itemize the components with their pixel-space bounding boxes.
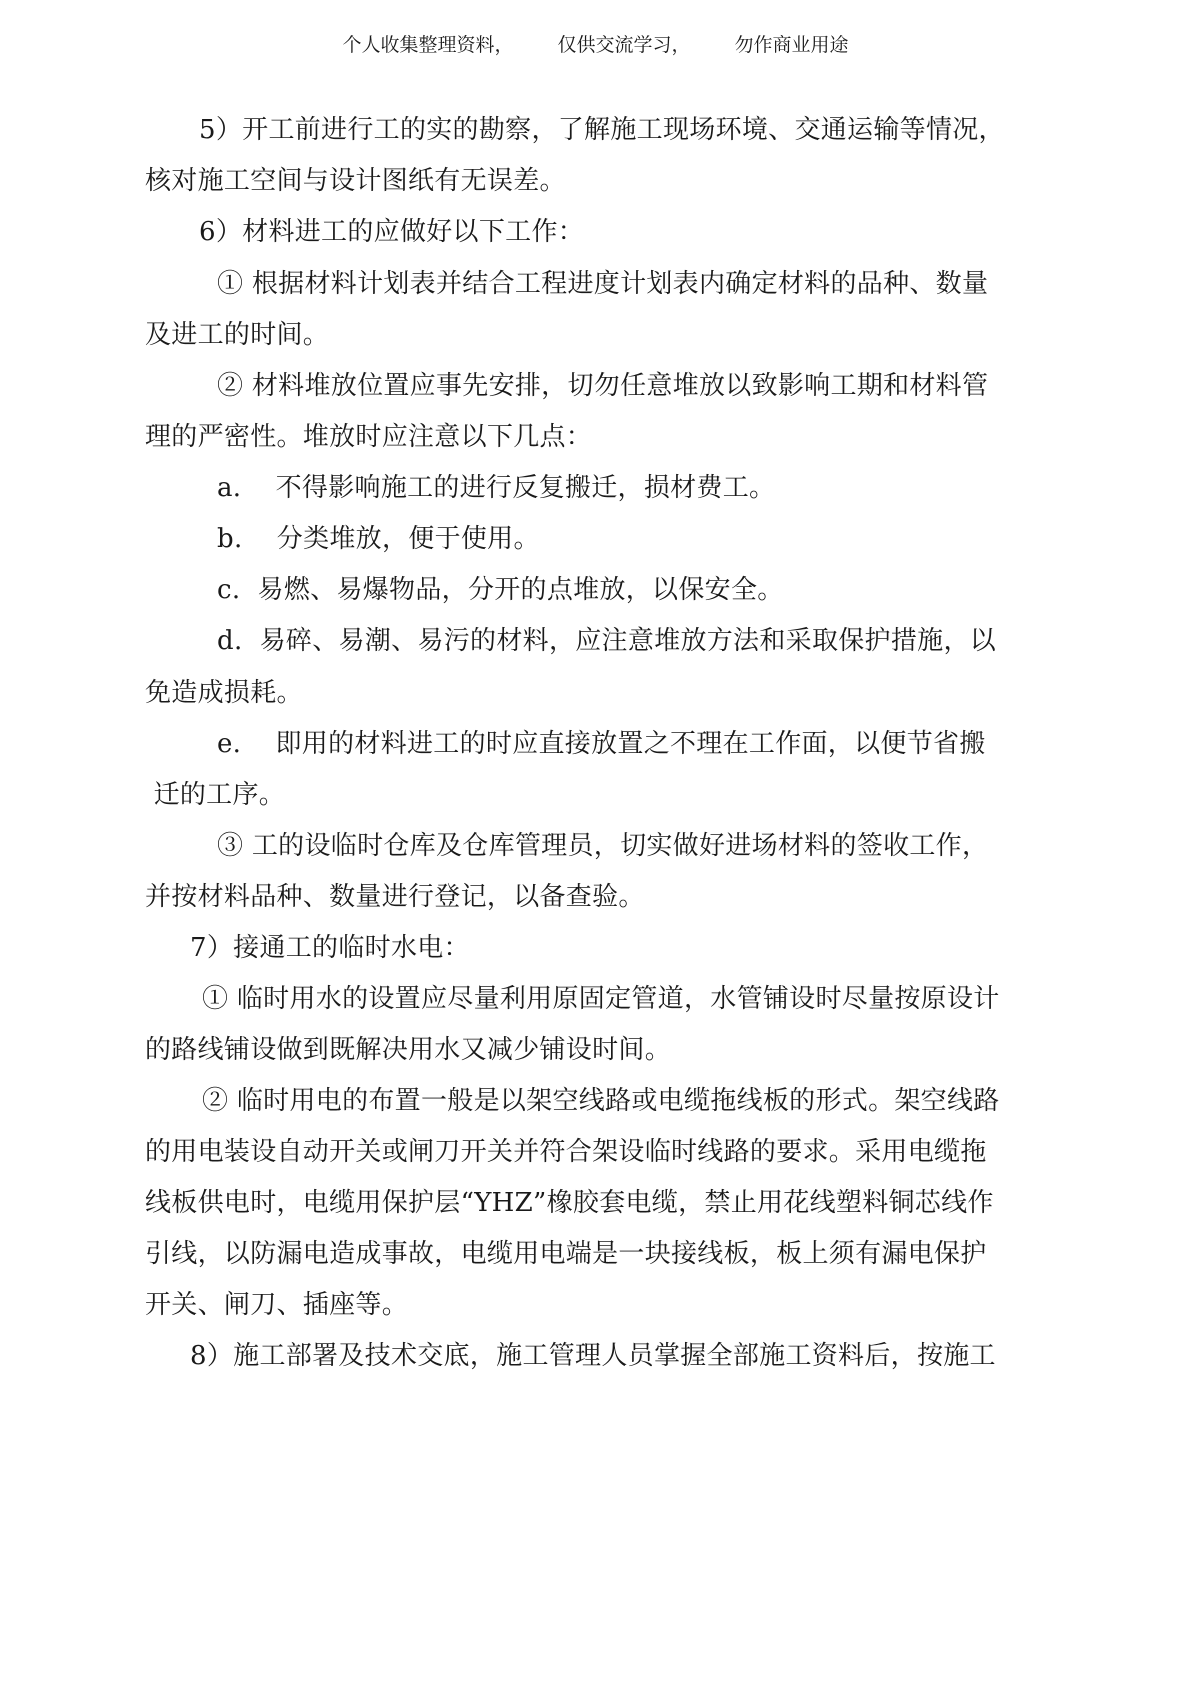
paragraph-line: ① 根据材料计划表并结合工程进度计划表内确定材料的品种、数量 (217, 269, 989, 299)
list-item-c: c. 易燃、易爆物品，分开的点堆放，以保安全。 (217, 575, 784, 605)
list-item-d: d. 易碎、易潮、易污的材料，应注意堆放方法和采取保护措施，以 (217, 626, 997, 656)
paragraph-line: 免造成损耗。 (145, 678, 303, 708)
header-text-3: 勿作商业用途 (734, 34, 849, 56)
paragraph-line: ② 临时用电的布置一般是以架空线路或电缆拖线板的形式。架空线路 (202, 1086, 1000, 1116)
paragraph-line: 5）开工前进行工的实的勘察，了解施工现场环境、交通运输等情况， (199, 115, 1005, 145)
paragraph-line: 核对施工空间与设计图纸有无误差。 (145, 166, 566, 196)
paragraph-line: 理的严密性。堆放时应注意以下几点： (145, 422, 593, 452)
paragraph-line: 迁的工序。 (145, 780, 286, 810)
paragraph-line: 的路线铺设做到既解决用水又减少铺设时间。 (145, 1035, 672, 1065)
header-text-1: 个人收集整理资料， (342, 34, 514, 56)
paragraph-line: 的用电装设自动开关或闸刀开关并符合架设临时线路的要求。采用电缆拖 (145, 1137, 987, 1167)
paragraph-line: 6）材料进工的应做好以下工作： (199, 217, 585, 247)
list-item-e: e. 即用的材料进工的时应直接放置之不理在工作面，以便节省搬 (217, 729, 986, 759)
paragraph-line: 7）接通工的临时水电： (190, 933, 470, 963)
paragraph-line: ③ 工的设临时仓库及仓库管理员，切实做好进场材料的签收工作， (217, 831, 989, 861)
paragraph-line: 并按材料品种、数量进行登记，以备查验。 (145, 882, 645, 912)
paragraph-line: 8）施工部署及技术交底，施工管理人员掌握全部施工资料后，按施工 (190, 1341, 996, 1371)
header-text-2: 仅供交流学习， (557, 34, 691, 56)
paragraph-line: 引线，以防漏电造成事故，电缆用电端是一块接线板，板上须有漏电保护 (145, 1239, 987, 1269)
page-header (0, 32, 1191, 58)
paragraph-line: 开关、闸刀、插座等。 (145, 1290, 409, 1320)
paragraph-line: 及进工的时间。 (145, 320, 330, 350)
paragraph-line: ① 临时用水的设置应尽量利用原固定管道，水管铺设时尽量按原设计 (202, 984, 1000, 1014)
list-item-b: b. 分类堆放，便于使用。 (217, 524, 540, 554)
paragraph-line: 线板供电时，电缆用保护层“YHZ”橡胶套电缆，禁止用花线塑料铜芯线作 (145, 1188, 994, 1218)
list-item-a: a. 不得影响施工的进行反复搬迁，损材费工。 (217, 473, 776, 503)
paragraph-line: ② 材料堆放位置应事先安排，切勿任意堆放以致影响工期和材料管 (217, 371, 989, 401)
